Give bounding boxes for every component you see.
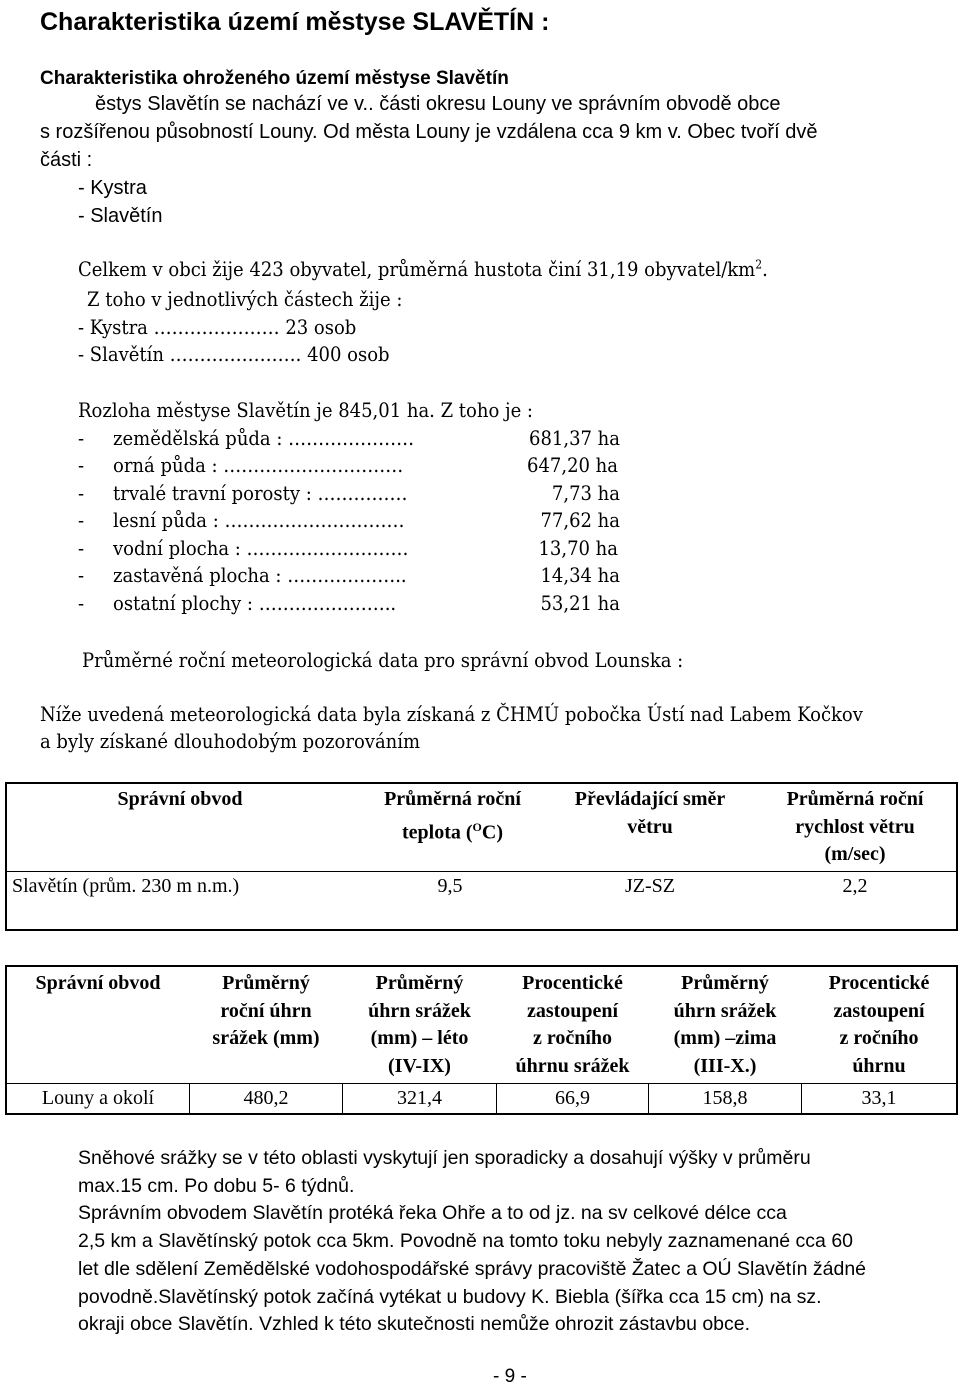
- area-value: 681,37 ha: [529, 426, 620, 450]
- area-dash: -: [78, 563, 85, 587]
- closing-line: Správním obvodem Slavětín protéká řeka Ohře a to od jz. na sv celkové délce cca: [78, 1202, 787, 1224]
- table1-header-wind-speed: Průměrná roční rychlost větru (m/sec): [786, 788, 924, 865]
- closing-line: let dle sdělení Zemědělské vodohospodářské správy pracoviště Žatec a OÚ Slavětín žádné: [78, 1258, 867, 1280]
- table1-cell-temperature: 9,5: [437, 875, 463, 897]
- area-dash: -: [78, 508, 85, 532]
- table1-cell-district: Slavětín (prům. 230 m n.m.): [12, 875, 240, 897]
- table2-cell-winter-precip: 158,8: [702, 1087, 748, 1109]
- table2-cell-annual-precip: 480,2: [243, 1087, 289, 1109]
- area-value: 13,70 ha: [538, 536, 618, 560]
- intro-line: s rozšířenou působností Louny. Od města Louny je vzdálena cca 9 km v. Obec tvoří dvě: [40, 121, 818, 143]
- area-intro: Rozloha městyse Slavětín je 845,01 ha. Z toho je :: [78, 398, 533, 422]
- table2-cell-winter-share: 33,1: [861, 1087, 897, 1109]
- area-label: trvalé travní porosty : ……………: [113, 481, 408, 505]
- area-dash: -: [78, 426, 85, 450]
- area-label: lesní půda : …………………………: [113, 508, 405, 532]
- area-dash: -: [78, 591, 85, 615]
- area-label: orná půda : …………………………: [113, 453, 404, 477]
- intro-line: ěstys Slavětín se nachází ve v.. části okresu Louny ve správním obvodě obce: [95, 93, 781, 115]
- table1-cell-wind-direction: JZ-SZ: [625, 875, 675, 897]
- page-number: - 9 -: [493, 1366, 527, 1387]
- closing-line: okraji obce Slavětín. Vzhled k této skutečnosti nemůže ohrozit zástavbu obce.: [78, 1313, 751, 1335]
- table2-header-winter-share: Procentické zastoupení z ročního úhrnu: [828, 972, 930, 1077]
- area-label: zastavěná plocha : ………………..: [113, 563, 407, 587]
- table1-header-wind-direction: Převládající směr větru: [574, 788, 726, 838]
- table1-header-district: Správní obvod: [117, 788, 243, 810]
- table2-header-summer-share: Procentické zastoupení z ročního úhrnu srážek: [515, 972, 630, 1077]
- meteo-heading: Průměrné roční meteorologická data pro správní obvod Lounska :: [82, 648, 684, 672]
- area-label: ostatní plochy : …………………..: [113, 591, 397, 615]
- population-item: - Kystra ………………… 23 osob: [78, 315, 357, 339]
- section-subtitle: Charakteristika ohroženého území městyse Slavětín: [40, 68, 509, 89]
- area-value: 7,73 ha: [551, 481, 620, 505]
- meteo-note-line: a byly získané dlouhodobým pozorováním: [40, 729, 421, 753]
- part-item: - Kystra: [78, 177, 147, 199]
- closing-line: max.15 cm. Po dobu 5- 6 týdnů.: [78, 1175, 355, 1197]
- area-label: zemědělská půda : …………………: [113, 426, 415, 450]
- intro-line: části :: [40, 149, 93, 171]
- table2-cell-summer-share: 66,9: [555, 1087, 590, 1109]
- table2-cell-district: Louny a okolí: [41, 1087, 155, 1109]
- table1-cell-wind-speed: 2,2: [842, 875, 868, 897]
- population-total: Celkem v obci žije 423 obyvatel, průměrná hustota činí 31,19 obyvatel/$km^2$.: [78, 257, 768, 281]
- closing-line: Sněhové srážky se v této oblasti vyskytují jen sporadicky a dosahují výšky v průměru: [78, 1147, 811, 1169]
- table2-cell-summer-precip: 321,4: [397, 1087, 442, 1109]
- table2-header-annual-precip: Průměrný roční úhrn srážek (mm): [212, 972, 320, 1049]
- table1-header-temperature: Průměrná roční teplota ($^O$C): [384, 788, 521, 844]
- area-dash: -: [78, 453, 85, 477]
- meteo-note-line: Níže uvedená meteorologická data byla získaná z ČHMÚ pobočka Ústí nad Labem Kočkov: [40, 702, 863, 726]
- area-label: vodní plocha : ………………………: [113, 536, 409, 560]
- area-dash: -: [78, 481, 85, 505]
- area-value: 14,34 ha: [540, 563, 620, 587]
- closing-line: 2,5 km a Slavětínský potok cca 5km. Povodně na tomto toku nebyly zaznamenané cca 60: [78, 1230, 854, 1252]
- area-value: 647,20 ha: [527, 453, 618, 477]
- area-value: 53,21 ha: [540, 591, 620, 615]
- population-item: - Slavětín …………………. 400 osob: [78, 342, 390, 366]
- table2-header-summer-precip: Průměrný úhrn srážek (mm) – léto (IV-IX): [368, 972, 471, 1077]
- area-value: 77,62 ha: [540, 508, 620, 532]
- page-title: Charakteristika území městyse SLAVĚTÍN :: [40, 8, 550, 36]
- part-item: - Slavětín: [78, 205, 163, 227]
- closing-line: povodně.Slavětínský potok začíná vytékat u budovy K. Biebla (šířka cca 15 cm) na sz.: [78, 1286, 822, 1308]
- table2-header-winter-precip: Průměrný úhrn srážek (mm) –zima (III-X.): [673, 972, 777, 1077]
- population-breakdown-label: Z toho v jednotlivých částech žije :: [87, 287, 403, 311]
- area-dash: -: [78, 536, 85, 560]
- table2-header-district: Správní obvod: [35, 972, 161, 994]
